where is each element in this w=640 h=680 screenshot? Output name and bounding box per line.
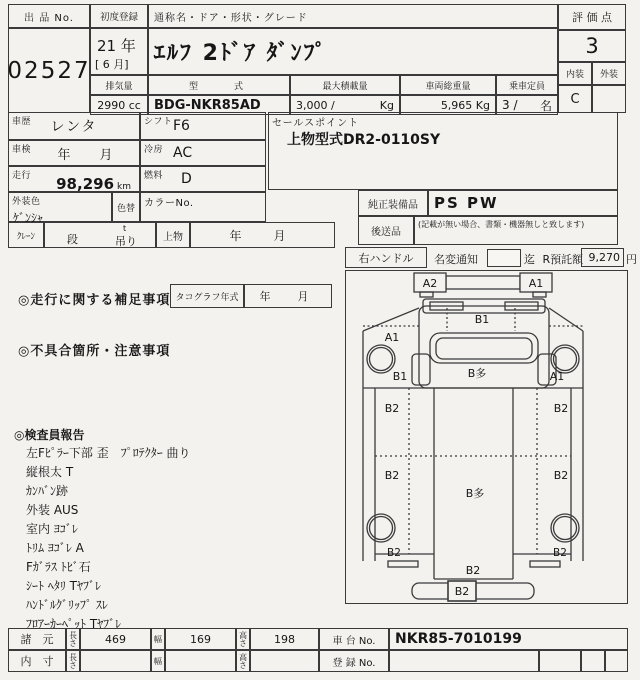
damage-diagram: [345, 270, 628, 604]
mark-left-door: B1: [392, 370, 408, 383]
later-items-label: 後送品: [358, 216, 414, 245]
mark-front-left: A2: [422, 277, 438, 290]
registration-extra-cell: [539, 650, 581, 672]
crane-cell: ｸﾚｰﾝ: [8, 222, 44, 248]
inspector-line: ﾊﾝﾄﾞﾙｸﾞﾘｯﾌﾟ ｽﾚ: [26, 598, 108, 612]
crane-dan: 段: [67, 233, 78, 246]
interior-grade: C: [558, 85, 592, 113]
inspector-line: ﾌﾛｱｰｶｰﾍﾟｯﾄ Tﾔﾌﾞﾚ: [26, 617, 122, 631]
mark-rear-bumper: B2: [454, 585, 470, 598]
mark-left-panel: A1: [384, 331, 400, 344]
height-value: 198: [250, 628, 319, 650]
score-value: 3: [558, 30, 626, 62]
yen-label: 円: [626, 253, 637, 266]
mileage-note-title: ◎走行に関する補足事項: [18, 293, 171, 308]
score-label: 評 価 点: [558, 4, 626, 30]
length-label: 長さ: [66, 628, 80, 650]
oem-equipment-value: PS PW: [428, 190, 618, 216]
history-label: 車歴: [12, 117, 32, 127]
color-change-cell: 色替: [112, 192, 140, 222]
ac-label: 冷房: [144, 145, 164, 155]
mileage-cell: [8, 166, 140, 192]
inner-row-label: 内 寸: [8, 650, 66, 672]
color-no-cell: [140, 192, 266, 222]
later-items-note: (記載が無い場合、書類・機器無しと致します): [414, 216, 618, 245]
interior-label: 内装: [558, 62, 592, 85]
vehicle-name-label: 通称名・ドア・形状・グレード: [148, 4, 558, 28]
truck-top-view: [346, 271, 626, 602]
chassis-no-value: NKR85-7010199: [389, 628, 628, 650]
gross-weight-value: 5,965 Kg: [400, 95, 496, 115]
inner-height-value: [250, 650, 319, 672]
capacity-label: 乗車定員: [496, 75, 558, 95]
fuel-label: 燃料: [144, 171, 164, 181]
first-reg-year: 21 年: [97, 37, 136, 55]
max-load-number: 3,000 /: [296, 98, 335, 112]
model-code-label: 型 式: [148, 75, 290, 95]
exterior-grade: [592, 85, 626, 113]
first-registration-label: 初度登録: [90, 4, 148, 28]
inner-height-label: 高さ: [236, 650, 250, 672]
exterior-color-cell: [8, 192, 112, 225]
lot-no-label: 出 品 No.: [8, 4, 90, 28]
inspector-line: 室内 ﾖｺﾞﾚ: [26, 522, 78, 536]
first-registration-value: [90, 28, 148, 75]
exterior-color-value: ｹﾞﾝｼｬ: [13, 210, 44, 225]
exterior-color-label: 外装色: [12, 197, 41, 207]
mark-bed-center: B多: [465, 487, 485, 500]
history-cell: [8, 112, 140, 140]
made-text: 迄: [524, 253, 535, 266]
first-reg-month: [ 6 月]: [95, 58, 129, 71]
spec-row-label: 諸 元: [8, 628, 66, 650]
inner-length-label: 長さ: [66, 650, 80, 672]
sales-point-text: 上物型式DR2-0110SY: [287, 132, 441, 148]
history-value: レンタ: [50, 119, 98, 135]
shift-label: シフト: [144, 117, 173, 127]
fuel-cell: [140, 166, 266, 192]
inspector-line: ｼｰﾄ ﾍﾀﾘ Tﾔﾌﾞﾚ: [26, 579, 101, 593]
ac-value: AC: [173, 145, 193, 161]
capacity-unit: 名: [539, 98, 552, 113]
ac-cell: [140, 140, 266, 166]
mark-cab-center: B多: [467, 367, 487, 380]
inspector-line: Fｶﾞﾗｽ ﾄﾋﾞ石: [26, 560, 91, 574]
crane-ton: t: [123, 224, 127, 233]
inspection-label: 車検: [12, 145, 32, 155]
deposit-amount: 9,270: [581, 248, 624, 267]
max-load-unit: Kg: [379, 98, 394, 112]
mileage-label: 走行: [12, 171, 32, 181]
length-value: 469: [80, 628, 151, 650]
mark-front-right: A1: [528, 277, 544, 290]
mark-rear-left: B2: [387, 547, 401, 559]
deposit-made-label: [524, 251, 583, 267]
sales-point-label: セールスポイント: [272, 118, 360, 129]
fuel-value: D: [181, 171, 192, 187]
inspection-cell: [8, 140, 140, 166]
inspector-report-title: ◎検査員報告: [14, 428, 85, 442]
deposit-label-text: R預託額: [542, 253, 584, 266]
mark-right-door: A1: [549, 370, 565, 383]
lot-no-value: 02527: [8, 28, 90, 113]
oem-equipment-label: 純正装備品: [358, 190, 428, 216]
sales-point-box: [268, 112, 618, 190]
vehicle-name: ｴﾙﾌ 2ﾄﾞｱ ﾀﾞﾝﾌﾟ: [148, 28, 558, 75]
inner-width-label: 幅: [151, 650, 165, 672]
name-change-label: 名変通知: [434, 253, 478, 266]
inspector-line: 外装 AUS: [26, 503, 79, 517]
chassis-no-label: 車 台 No.: [319, 628, 389, 650]
inspector-line: ｶﾝﾊﾞﾝ跡: [26, 484, 69, 498]
inner-length-value: [80, 650, 151, 672]
displacement-value: 2990 cc: [90, 95, 148, 115]
max-load-label: 最大積載量: [290, 75, 400, 95]
inspector-line: ﾄﾘﾑ ﾖｺﾞﾚ A: [26, 541, 84, 555]
inspector-line: 左Fﾋﾟﾗｰ下部 歪 ﾌﾟﾛﾃｸﾀｰ 曲り: [26, 446, 191, 460]
mark-rear-right: B2: [553, 547, 567, 559]
mark-roof: B1: [474, 313, 490, 326]
mark-bed-right-upper: B2: [553, 402, 569, 415]
mark-bed-left-lower: B2: [384, 469, 400, 482]
registration-no-value: [389, 650, 539, 672]
inspection-value: 年 月: [57, 147, 121, 163]
tachograph-value: 年 月: [244, 284, 332, 308]
color-no-label: カラーNo.: [144, 198, 194, 209]
handle-badge: 右ハンドル: [345, 247, 427, 268]
mark-tailgate: B2: [465, 564, 481, 577]
inspector-line: 縦根太 T: [26, 465, 74, 479]
registration-no-label: 登 録 No.: [319, 650, 389, 672]
mileage-value: 98,296: [56, 175, 115, 193]
inspector-report-list: [26, 444, 336, 634]
shift-cell: [140, 112, 266, 140]
shift-value: F6: [173, 118, 190, 134]
mark-bed-right-lower: B2: [553, 469, 569, 482]
inner-width-value: [165, 650, 236, 672]
name-change-field: [487, 249, 521, 267]
registration-extra-cell: [581, 650, 605, 672]
model-code-value: BDG-NKR85AD: [148, 95, 290, 115]
body-cell-value: 年 月: [190, 222, 335, 248]
width-label: 幅: [151, 628, 165, 650]
gross-weight-label: 車両総重量: [400, 75, 496, 95]
crane-spec-cell: [44, 222, 156, 248]
exterior-label: 外装: [592, 62, 626, 85]
displacement-label: 排気量: [90, 75, 148, 95]
width-value: 169: [165, 628, 236, 650]
mark-bed-left-upper: B2: [384, 402, 400, 415]
tachograph-label: タコグラフ年式: [170, 284, 244, 308]
body-cell-label: 上物: [156, 222, 190, 248]
capacity-number: 3 /: [502, 98, 518, 112]
defects-title: ◎不具合箇所・注意事項: [18, 344, 171, 359]
registration-extra-cell: [605, 650, 628, 672]
crane-tsuri: 吊り: [115, 235, 137, 248]
mileage-unit: km: [117, 182, 131, 192]
height-label: 高さ: [236, 628, 250, 650]
